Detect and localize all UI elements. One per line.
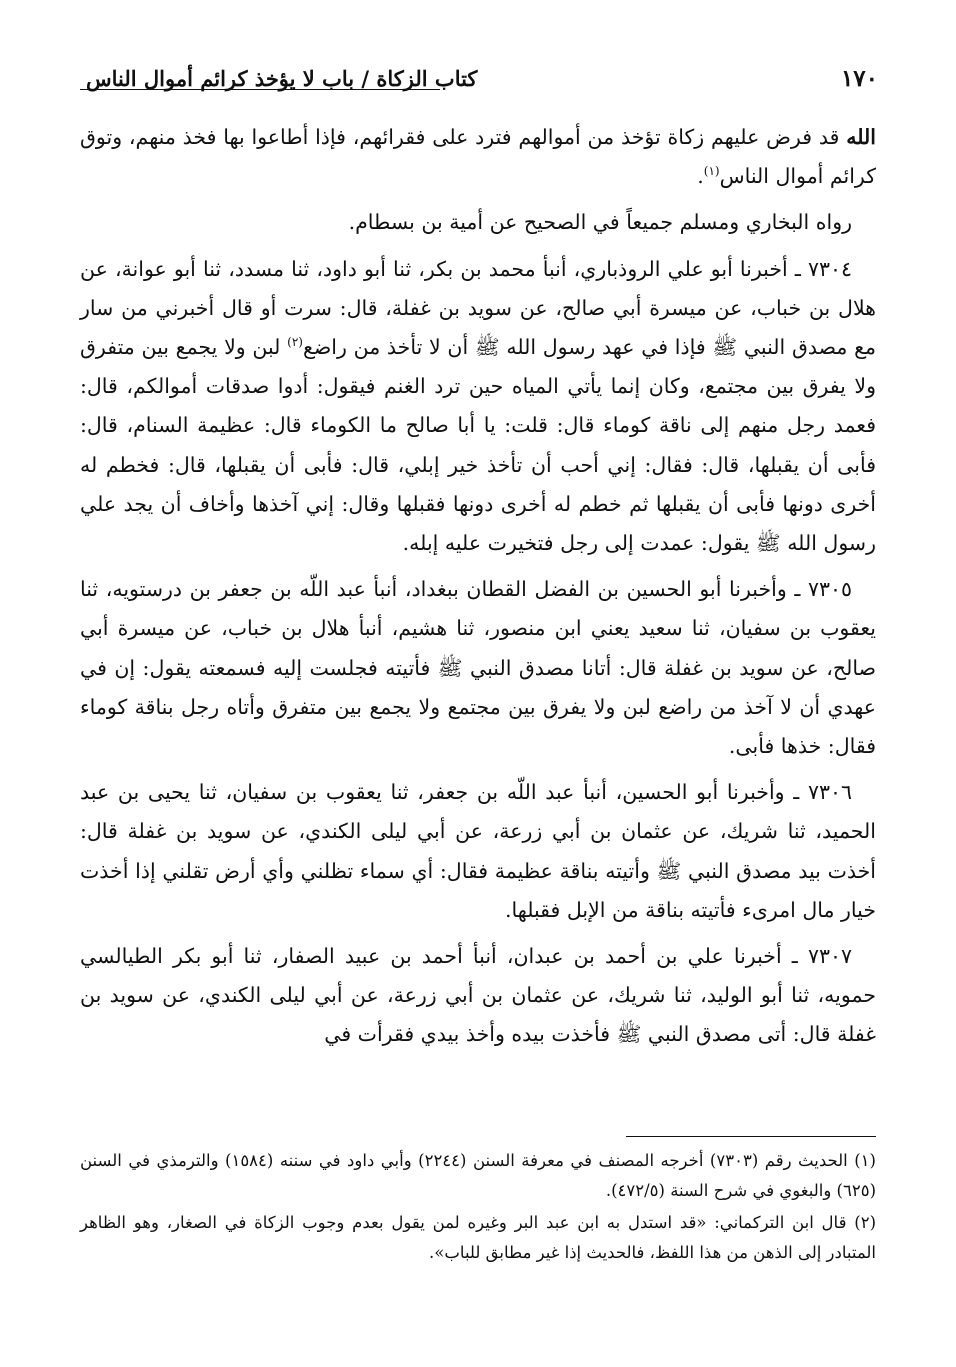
footnote-ref-2: (٢) [287,335,303,350]
hadith-7307: ٧٣٠٧ ـ أخبرنا علي بن أحمد بن عبدان، أنبأ أحمد بن عبيد الصفار، ثنا أبو بكر الطيالسي حمويه، ثنا أبو الوليد، ثنا شريك، عن عثمان بن أبي زرعة، عن أبي ليلى الكندي، عن سويد بن غفلة قال: أتى مصدق النبي ﷺ فأخذت بيده وأخذ بيدي فقرأت في [80,944,876,1047]
hadith-7305: ٧٣٠٥ ـ وأخبرنا أبو الحسين بن الفضل القطان ببغداد، أنبأ عبد اللّه بن جعفر بن درستويه، ثنا يعقوب بن سفيان، ثنا سعيد يعني ابن منصور، ثنا هشيم، أنبأ هلال بن خباب، عن ميسرة أبي صالح، عن سويد بن غفلة قال: أتانا مصدق النبي ﷺ فأتيته فجلست إليه فسمعته يقول: إن في عهدي أن لا آخذ من راضع لبن ولا يفرق بين مجتمع ولا يجمع بين متفرق وأتاه رجل بناقة كوماء فقال: خذها فأبى. [80,577,876,759]
main-text [80,118,876,1062]
paragraph-attribution: رواه البخاري ومسلم جميعاً في الصحيح عن أمية بن بسطام. [348,210,852,235]
running-title: كتاب الزكاة / باب لا يؤخذ كرائم أموال الناس [86,65,478,91]
page-header [78,58,878,98]
header-rule [80,89,440,90]
hadith-7304-end: لبن ولا يجمع بين متفرق ولا يفرق بين مجتمع، وكان إنما يأتي المياه حين ترد الغنم فيقول: أدوا صدقات أموالكم، قال: فعمد رجل منهم إلى ناقة كوماء قال: قلت: يا أبا صالح ما الكوماء قال: عظيمة السنام، قال: فأبى أن يقبلها، قال: فقال: إني أحب أن تأخذ خير إبلي، قال: فأبى أن يقبلها، قال: فخطم له أخرى دونها فأبى أن يقبلها ثم خطم له أخرى دونها فقبلها وقال: إني آخذها وأخاف أن يجد علي رسول الله ﷺ يقول: عمدت إلى رجل فتخيرت عليه إبله. [80,335,876,556]
opening-text: قد فرض عليهم زكاة تؤخذ من أموالهم فترد على فقرائهم، فإذا أطاعوا بها فخذ منهم، وتوق كرائم أموال الناس [80,125,876,189]
footnote-2: (٢) قال ابن التركماني: «قد استدل به ابن عبد البر وغيره لمن يقول بعدم وجوب الزكاة في الصغار، وهو الظاهر المتبادر إلى الذهن من هذا اللفظ، فالحديث إذا غير مطابق للباب». [80,1213,876,1262]
hadith-7306: ٧٣٠٦ ـ وأخبرنا أبو الحسين، أنبأ عبد اللّه بن جعفر، ثنا يعقوب بن سفيان، ثنا يحيى بن عبد الحميد، ثنا شريك، عن عثمان بن أبي زرعة، عن أبي ليلى الكندي، عن سويد بن غفلة قال: أخذت بيد مصدق النبي ﷺ وأتيته بناقة عظيمة فقال: أي سماء تظلني وأي أرض تقلني إذا أخذت خيار مال امرىء فأتيته بناقة من الإبل فقبلها. [80,780,876,922]
footnote-1: (١) الحديث رقم (٧٣٠٣) أخرجه المصنف في معرفة السنن (٢٢٤٤) وأبي داود في سننه (١٥٨٤) والترمذي في السنن (٦٢٥) والبغوي في شرح السنة (٤٧٢/٥). [80,1151,876,1200]
hadith-7304-text: ٧٣٠٤ ـ أخبرنا أبو علي الروذباري، أنبأ محمد بن بكر، ثنا أبو داود، ثنا مسدد، ثنا أبو عوانة، عن هلال بن خباب، عن ميسرة أبي صالح، عن سويد بن غفلة، قال: سرت أو قال أخبرني من سار مع مصدق النبي ﷺ فإذا في عهد رسول الله ﷺ أن لا تأخذ من راضع [80,256,876,360]
footnote-ref-1: (١) [703,164,720,179]
footnote-rule [626,1136,876,1137]
allah-word: الله [846,125,876,149]
hadith-7304 [80,250,876,564]
opening-end: . [697,164,704,189]
paragraph-opening [80,118,876,196]
page-number: ١٧٠ [840,64,878,92]
footnotes [80,1146,876,1270]
